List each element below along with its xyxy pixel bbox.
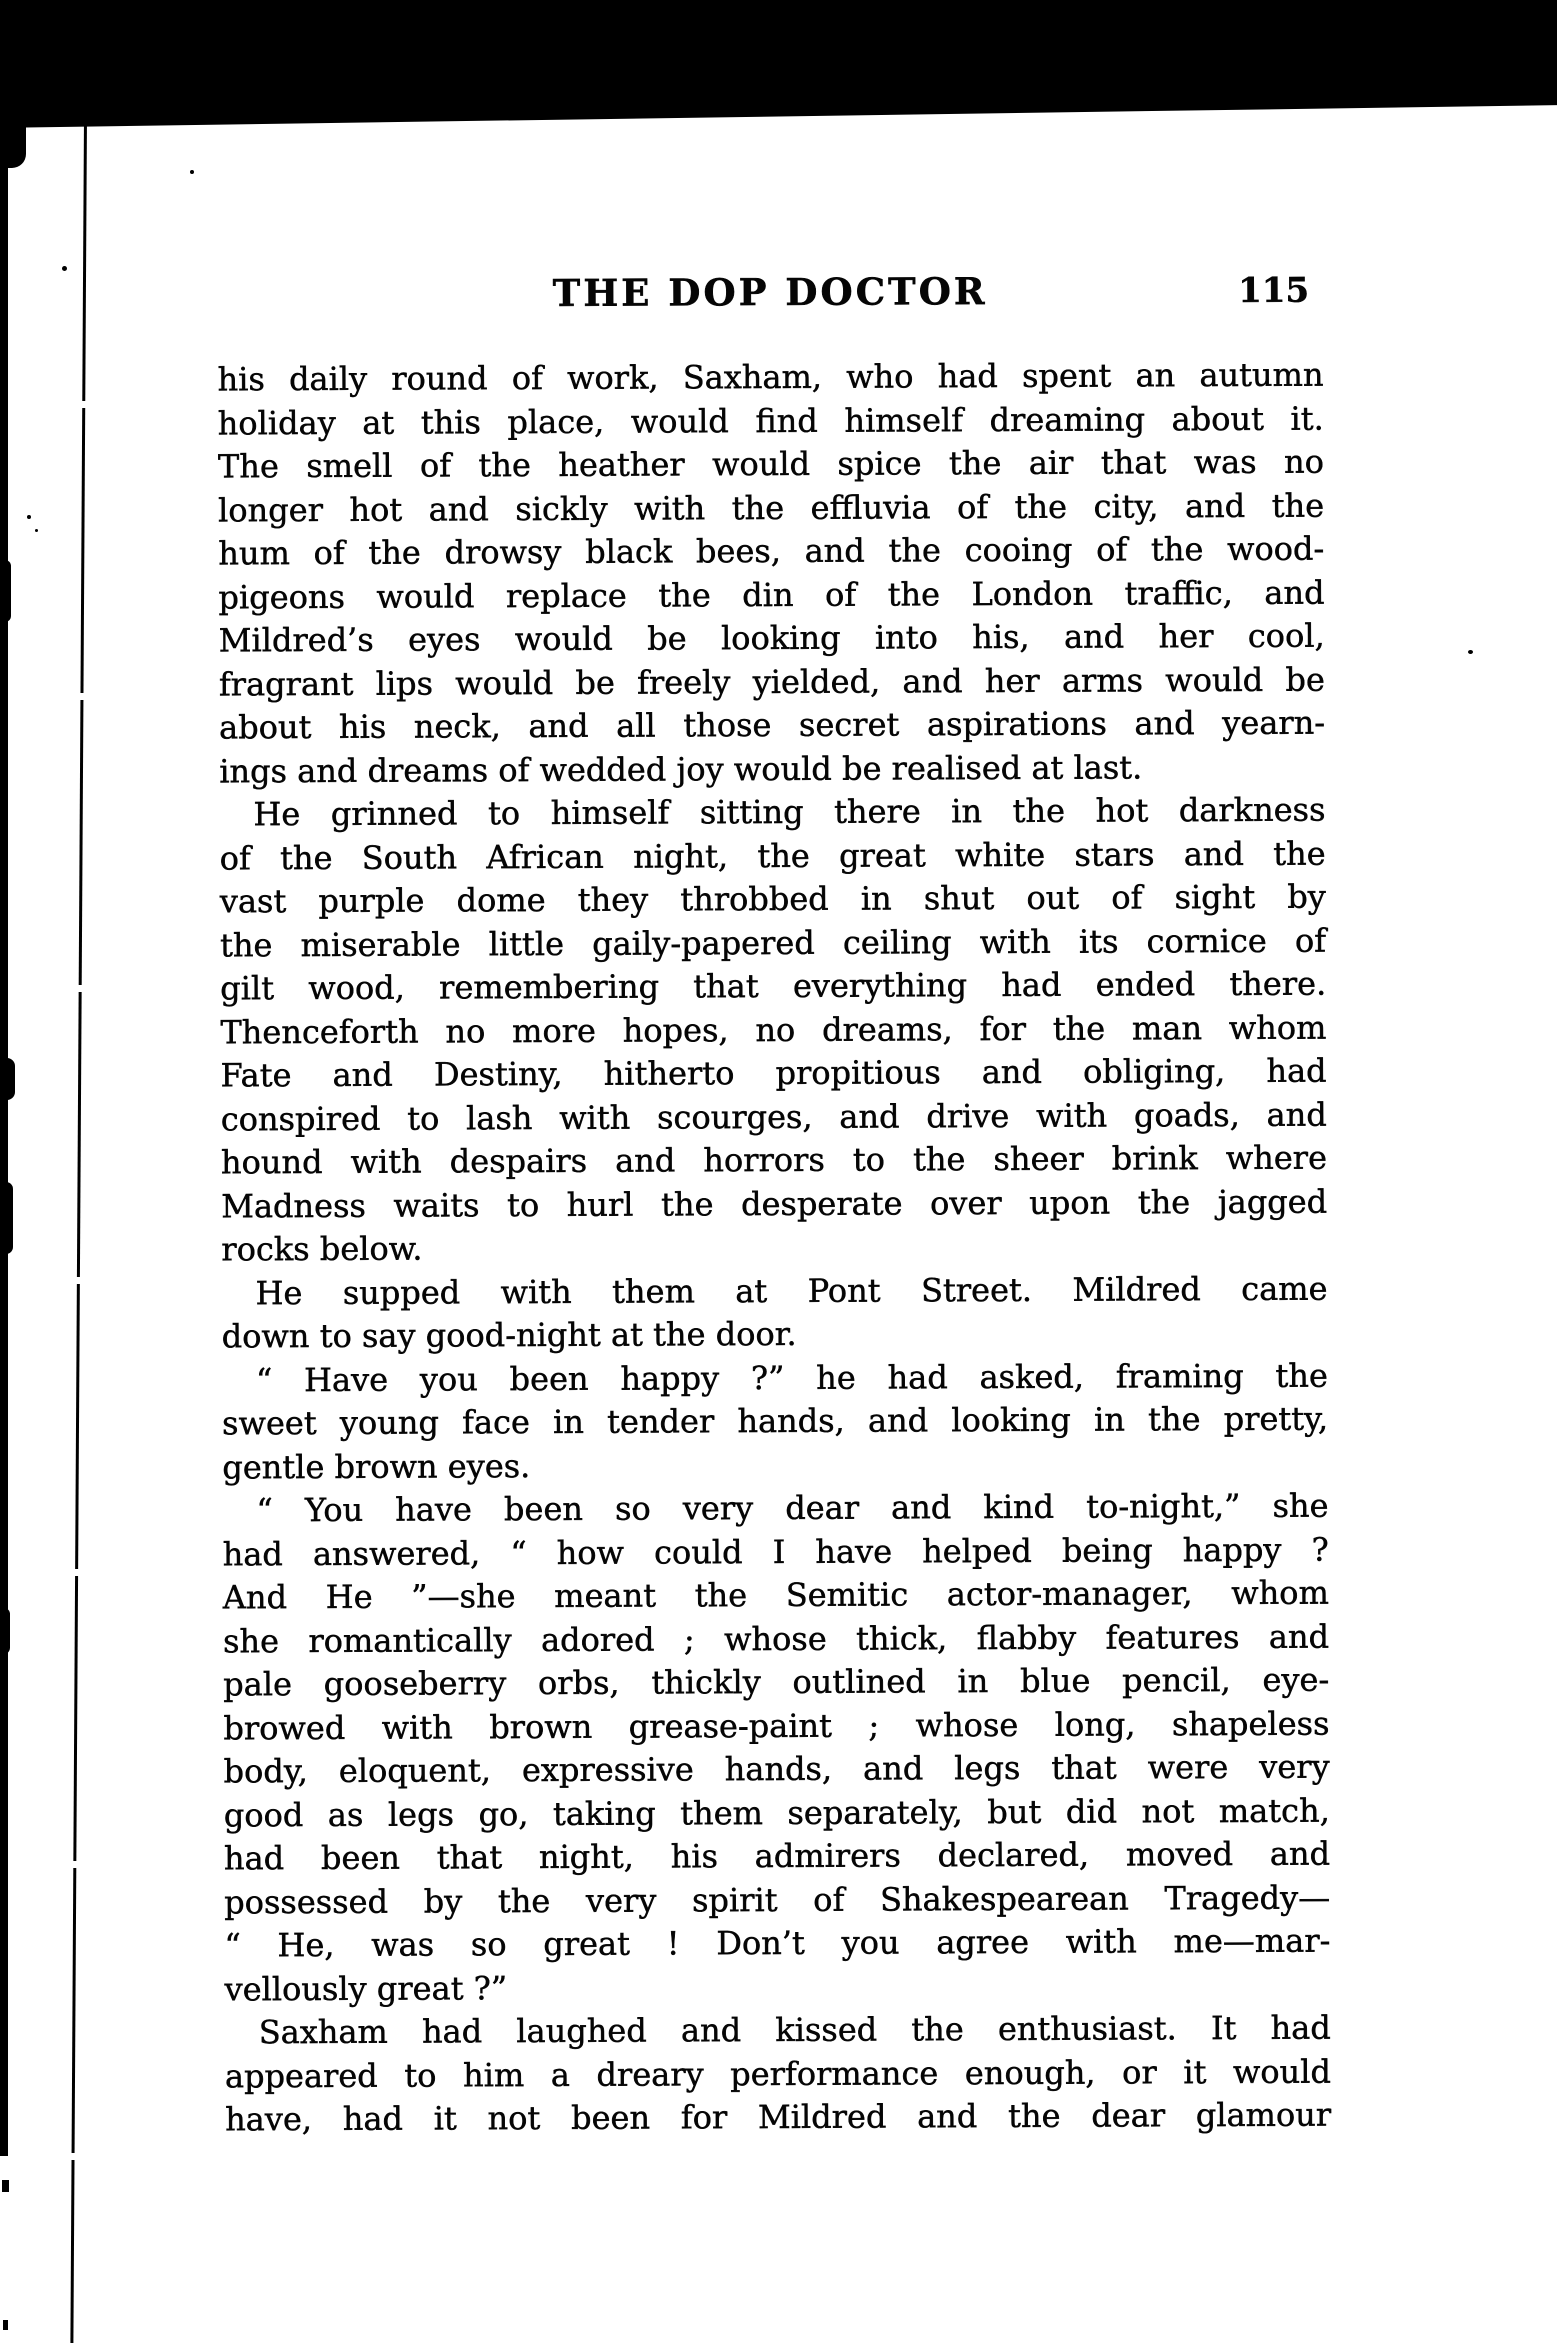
text-line: “ He, was so great ! Don’t you agree with me—mar- xyxy=(224,1921,1331,1965)
text-line: ings and dreams of wedded joy would be realised at last. xyxy=(219,747,1143,790)
text-line: browed with brown grease-paint ; whose long, shapeless xyxy=(223,1704,1330,1747)
text-line: his daily round of work, Saxham, who had spent an autumn xyxy=(217,355,1324,399)
text-line: about his neck, and all those secret aspirations and yearn- xyxy=(218,703,1326,747)
text-line: down to say good-night at the door. xyxy=(221,1314,797,1356)
text-block xyxy=(217,354,1331,2142)
text-line: fragrant lips would be freely yielded, and her arms would be xyxy=(218,660,1325,703)
text-line: And He ”—she meant the Semitic actor-manager, whom xyxy=(222,1573,1329,1617)
text-line: Thenceforth no more hopes, no dreams, for the man whom xyxy=(220,1008,1327,1051)
text-line: holiday at this place, would find himself dreaming about it. xyxy=(217,399,1324,442)
text-line: hum of the drowsy black bees, and the cooing of the wood- xyxy=(218,529,1325,573)
text-line: hound with despairs and horrors to the sheer brink where xyxy=(220,1138,1328,1182)
text-line: pale gooseberry orbs, thickly outlined in blue pencil, eye- xyxy=(223,1660,1330,1704)
text-line: body, eloquent, expressive hands, and legs that were very xyxy=(223,1747,1330,1791)
text-line: longer hot and sickly with the effluvia of the city, and the xyxy=(218,486,1325,529)
text-line: gilt wood, remembering that everything had ended there. xyxy=(220,964,1327,1008)
text-line: rocks below. xyxy=(221,1229,423,1269)
text-line: “ You have been so very dear and kind to-night,” she xyxy=(256,1486,1329,1530)
text-line: Fate and Destiny, hitherto propitious and obliging, had xyxy=(220,1051,1327,1095)
text-line: pigeons would replace the din of the London traffic, and xyxy=(218,573,1325,616)
text-line: vellously great ?” xyxy=(224,1968,508,2008)
running-header xyxy=(217,268,1323,317)
text-line: conspired to lash with scourges, and drive with goads, and xyxy=(220,1095,1327,1138)
text-line: she romantically adored ; whose thick, flabby features and xyxy=(222,1617,1330,1660)
text-line: have, had it not been for Mildred and the dear glamour xyxy=(225,2095,1332,2139)
text-line: He grinned to himself sitting there in the hot darkness xyxy=(253,790,1326,834)
text-line: had been that night, his admirers declared, moved and xyxy=(223,1834,1331,1878)
text-line: He supped with them at Pont Street. Mildred came xyxy=(255,1269,1328,1312)
text-line: of the South African night, the great white stars and the xyxy=(219,834,1326,877)
text-line: Madness waits to hurl the desperate over upon the jagged xyxy=(221,1182,1328,1225)
text-line: good as legs go, taking them separately, but did not match, xyxy=(223,1791,1330,1834)
text-line: possessed by the very spirit of Shakespearean Tragedy— xyxy=(224,1878,1331,1921)
text-line: gentle brown eyes. xyxy=(222,1446,531,1486)
text-line: the miserable little gaily-papered ceiling with its cornice of xyxy=(219,921,1327,964)
text-line: “ Have you been happy ?” he had asked, framing the xyxy=(255,1356,1328,1399)
page-title: THE DOP DOCTOR xyxy=(552,269,988,315)
text-line: Saxham had laughed and kissed the enthusiast. It had xyxy=(258,2008,1331,2052)
text-line: The smell of the heather would spice the air that was no xyxy=(217,442,1325,486)
text-line: sweet young face in tender hands, and looking in the pretty, xyxy=(222,1399,1329,1443)
text-line: Mildred’s eyes would be looking into his, and her cool, xyxy=(218,616,1325,660)
page-number: 115 xyxy=(1238,270,1310,311)
text-line: appeared to him a dreary performance enough, or it would xyxy=(224,2052,1332,2095)
text-line: had answered, “ how could I have helped being happy ? xyxy=(222,1530,1329,1573)
text-line: vast purple dome they throbbed in shut out of sight by xyxy=(219,877,1326,921)
